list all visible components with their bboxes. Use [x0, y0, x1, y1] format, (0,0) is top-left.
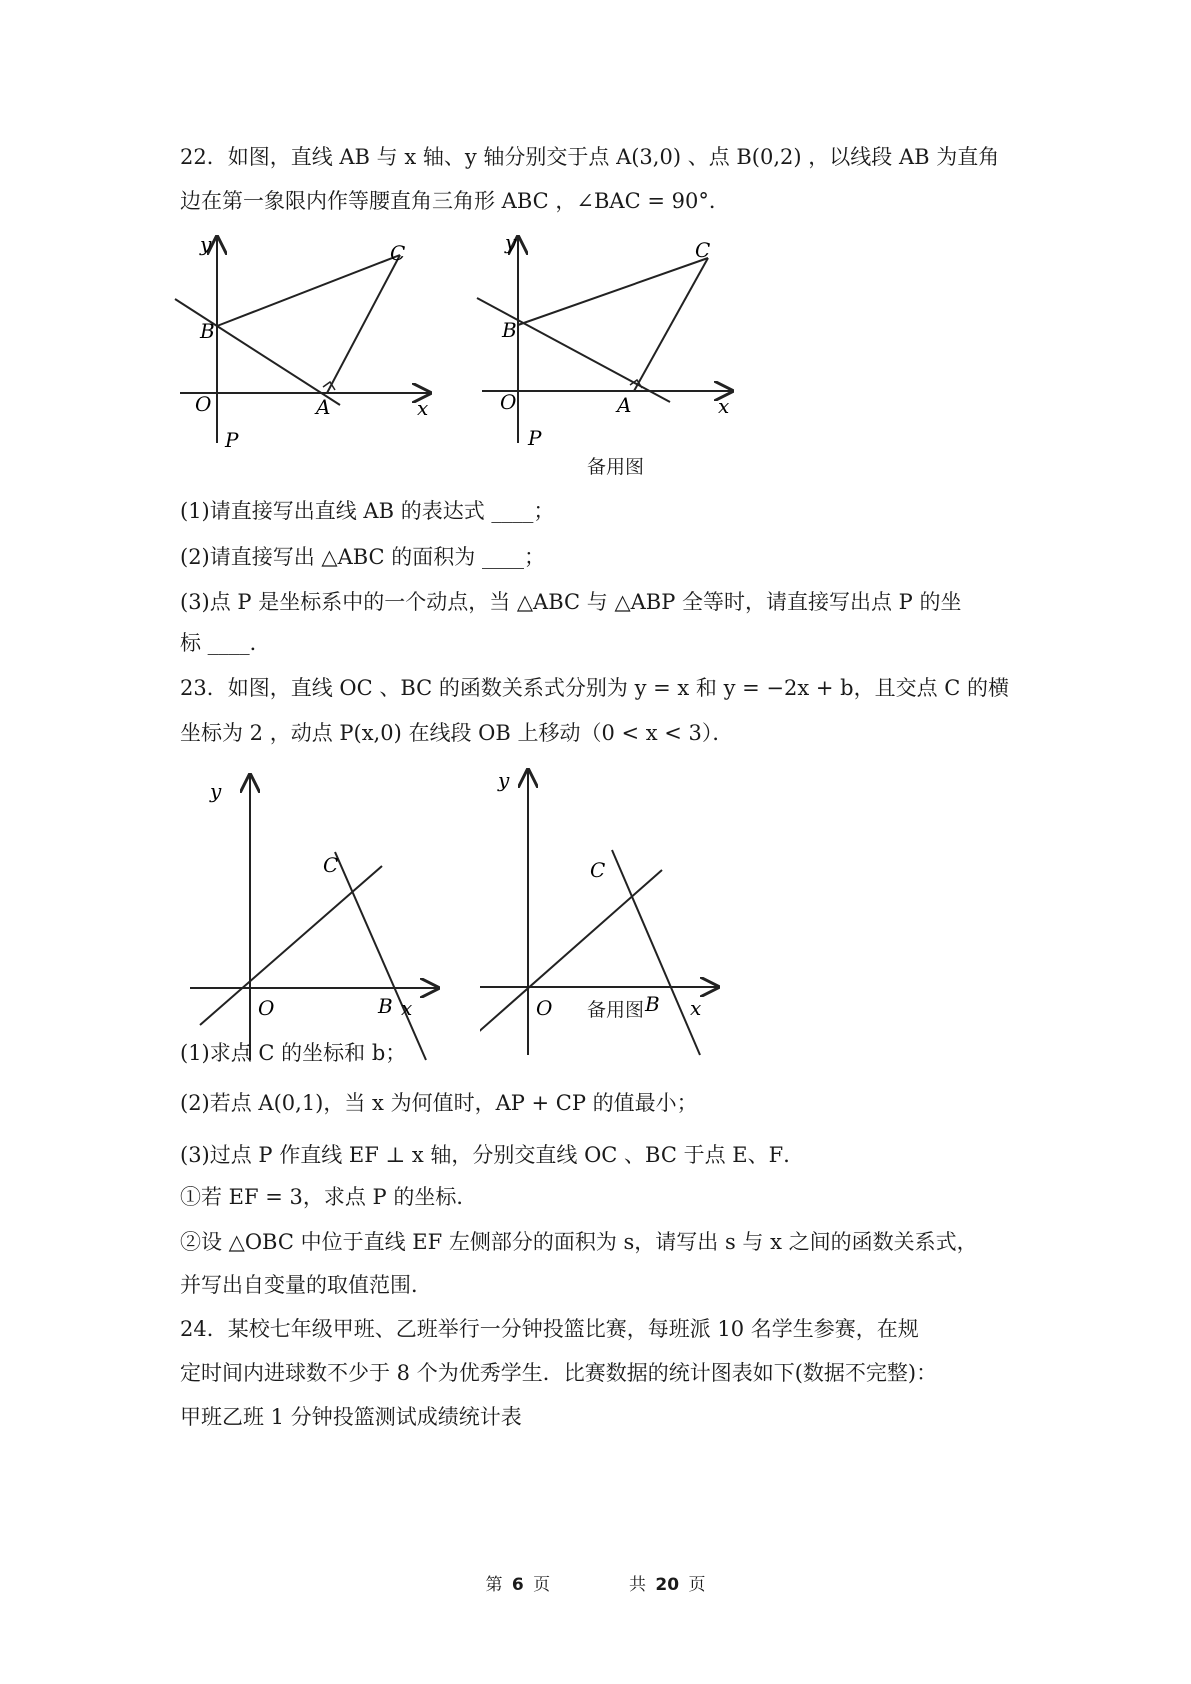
- label-o: O: [500, 390, 517, 414]
- segment-ac: [634, 258, 708, 391]
- label-y: y: [498, 768, 510, 792]
- q23-figure-main: [180, 770, 460, 1070]
- q23-intro-line2: 坐标为 2 ，动点 P(x,0) 在线段 OB 上移动（0 < x < 3）．: [180, 721, 734, 745]
- segment-ac: [327, 255, 400, 393]
- q22-figure-spare: [460, 225, 790, 460]
- q22-intro-line2: 边在第一象限内作等腰直角三角形 ABC ，∠BAC = 90°．: [180, 189, 730, 213]
- label-x: x: [401, 996, 413, 1020]
- label-a: A: [316, 395, 331, 419]
- label-o: O: [536, 996, 553, 1020]
- page-suffix: 页: [533, 1575, 551, 1595]
- q24-intro-line1: 24．某校七年级甲班、乙班举行一分钟投篮比赛，每班派 10 名学生参赛，在规: [180, 1317, 919, 1341]
- label-c: C: [323, 853, 339, 877]
- label-y: y: [200, 232, 212, 256]
- label-o: O: [195, 392, 212, 416]
- q23-sub1: ①若 EF = 3，求点 P 的坐标．: [180, 1185, 478, 1209]
- q23-sub2-line2: 并写出自变量的取值范围．: [180, 1273, 432, 1297]
- label-c: C: [590, 858, 606, 882]
- q23-part1: (1)求点 C 的坐标和 b；: [180, 1041, 407, 1065]
- q22-spare-caption: 备用图: [587, 456, 645, 478]
- segment-bc: [518, 258, 708, 325]
- label-p: P: [528, 426, 542, 450]
- label-o: O: [258, 996, 275, 1020]
- segment-bc: [217, 255, 400, 326]
- q22-part2: (2)请直接写出 △ABC 的面积为 ____；: [180, 545, 545, 569]
- q24-intro-line2: 定时间内进球数不少于 8 个为优秀学生．比赛数据的统计图表如下(数据不完整)：: [180, 1361, 938, 1385]
- label-y: y: [210, 779, 222, 803]
- q23-spare-caption: 备用图: [587, 999, 645, 1021]
- label-b: B: [200, 319, 215, 343]
- total-suffix: 页: [688, 1575, 706, 1595]
- label-x: x: [417, 396, 429, 420]
- q24-table-title: 甲班乙班 1 分钟投篮测试成绩统计表: [180, 1405, 522, 1429]
- label-p: P: [225, 428, 239, 452]
- label-y: y: [505, 230, 517, 254]
- label-c: C: [390, 241, 406, 265]
- q23-intro-line1: 23．如图，直线 OC 、BC 的函数关系式分别为 y = x 和 y = −2x + b，且交点 C 的横: [180, 676, 1010, 700]
- q22-part3-line2: 标 ____．: [180, 631, 271, 655]
- q23-part2: (2)若点 A(0,1)，当 x 为何值时，AP + CP 的值最小；: [180, 1091, 698, 1115]
- label-x: x: [718, 394, 730, 418]
- label-b: B: [502, 318, 517, 342]
- label-a: A: [617, 393, 632, 417]
- q23-part3: (3)过点 P 作直线 EF ⊥ x 轴，分别交直线 OC 、BC 于点 E、F．: [180, 1143, 805, 1167]
- total-prefix: 共: [628, 1575, 646, 1595]
- line-bc: [612, 850, 700, 1055]
- q23-sub2-line1: ②设 △OBC 中位于直线 EF 左侧部分的面积为 s，请写出 s 与 x 之间的函数关系式，: [180, 1230, 978, 1254]
- q22-part3-line1: (3)点 P 是坐标系中的一个动点，当 △ABC 与 △ABP 全等时，请直接写出点 P 的坐: [180, 590, 962, 614]
- total-pages: 20: [655, 1575, 680, 1595]
- q22-figure-main: [160, 225, 460, 460]
- line-ab: [175, 299, 340, 405]
- line-oc: [200, 866, 382, 1025]
- q22-part1: (1)请直接写出直线 AB 的表达式 ____；: [180, 499, 555, 523]
- page-number: 6: [511, 1575, 524, 1595]
- page-prefix: 第: [485, 1575, 503, 1595]
- q22-intro-line1: 22．如图，直线 AB 与 x 轴、y 轴分别交于点 A(3,0) 、点 B(0,2) ，以线段 AB 为直角: [180, 145, 1000, 169]
- line-bc: [335, 852, 426, 1060]
- label-b: B: [378, 994, 393, 1018]
- page-footer: [0, 1570, 1191, 1595]
- label-x: x: [690, 996, 702, 1020]
- label-c: C: [695, 238, 711, 262]
- label-b: B: [645, 992, 660, 1016]
